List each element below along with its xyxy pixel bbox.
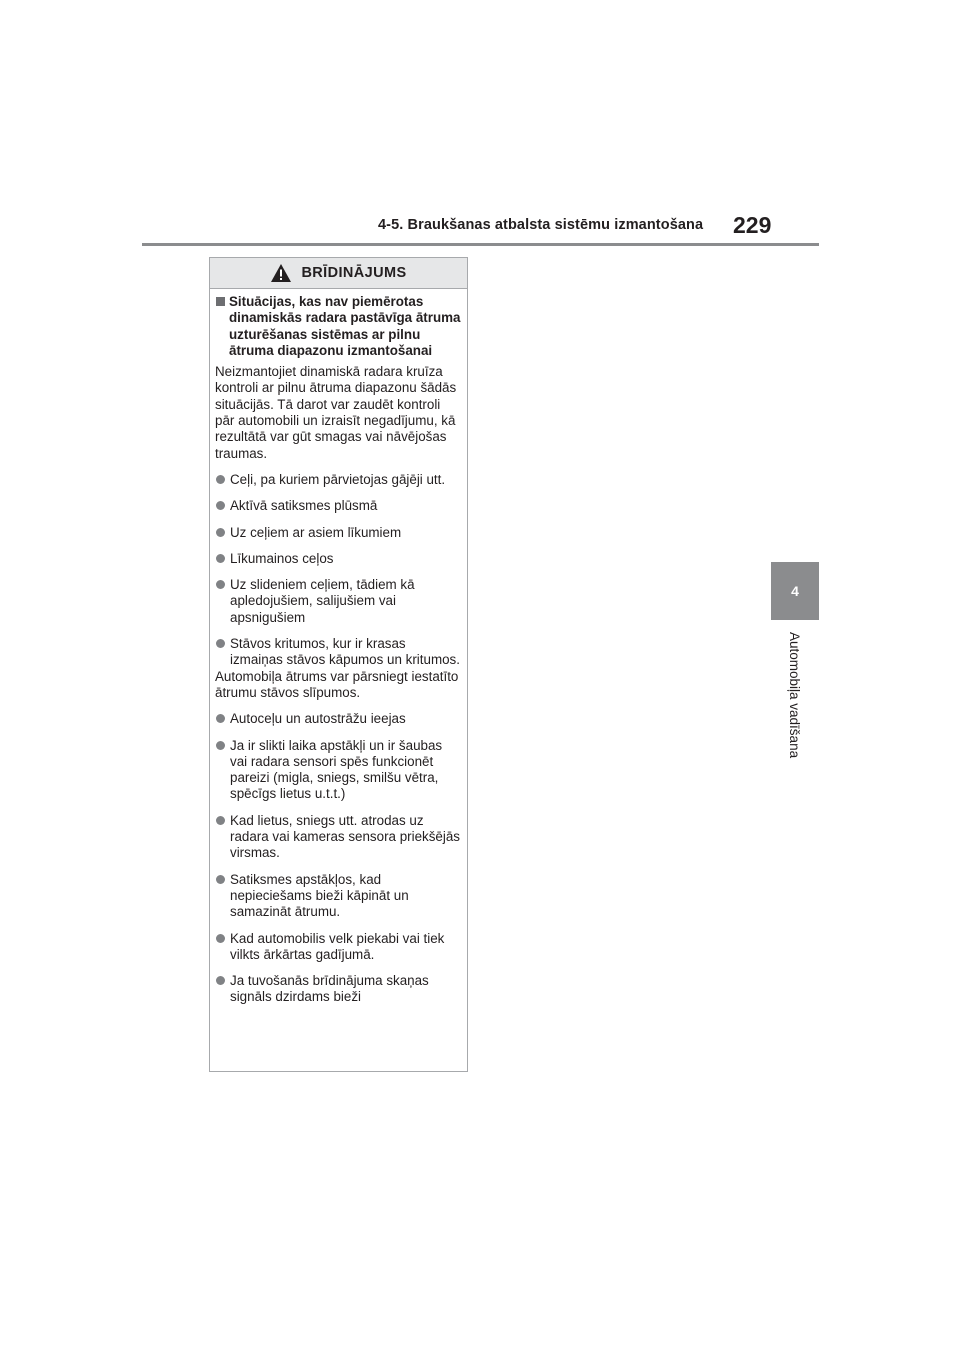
bullet-dot-icon — [216, 934, 225, 943]
bullet-dot-icon — [216, 475, 225, 484]
chapter-number: 4 — [791, 583, 799, 599]
list-item-text: Uz slideniem ceļiem, tādiem kā apledojušiem, salijušiem vai apsnigušiem — [230, 577, 415, 625]
bullet-dot-icon — [216, 580, 225, 589]
chapter-title: Automobiļa vadīšana — [787, 632, 802, 759]
warning-subheading — [215, 294, 461, 359]
bullet-dot-icon — [216, 554, 225, 563]
warning-body — [210, 289, 467, 1006]
warning-header — [210, 258, 467, 289]
bullet-dot-icon — [216, 816, 225, 825]
bullet-dot-icon — [216, 741, 225, 750]
bullet-dot-icon — [216, 639, 225, 648]
list-item-text: Stāvos kritumos, kur ir krasas izmaiņas stāvos kāpumos un kritumos. — [230, 636, 460, 668]
list-item-text: Autoceļu un autostrāžu ieejas — [230, 711, 406, 727]
bullet-dot-icon — [216, 528, 225, 537]
list-item — [215, 973, 461, 1006]
list-item — [215, 738, 461, 803]
subheading-text: Situācijas, kas nav piemērotas dinamiskās radara pastāvīga ātruma uzturēšanas sistēmas ar pilnu ātruma diapazonu izmantošanai — [229, 294, 461, 358]
chapter-tab — [771, 562, 819, 620]
list-item-text: Ceļi, pa kuriem pārvietojas gājēji utt. — [230, 471, 446, 487]
list-item — [215, 577, 461, 626]
list-item — [215, 498, 461, 514]
list-item — [215, 711, 461, 727]
warning-intro: Neizmantojiet dinamiskā radara kruīza kontroli ar pilnu ātruma diapazonu šādās situācijās. Tā darot var zaudēt kontroli pār automobili un izraisīt negadījumu, kā rezultātā var gūt smagas vai nāvējošas traumas. — [215, 364, 457, 461]
square-bullet-icon — [216, 297, 225, 306]
list-item-text: Līkumainos ceļos — [230, 550, 334, 566]
list-item — [215, 551, 461, 567]
list-item — [215, 636, 461, 669]
list-item-text: Uz ceļiem ar asiem līkumiem — [230, 524, 402, 540]
list-item — [215, 813, 461, 862]
header-divider — [142, 243, 819, 246]
section-title: 4-5. Braukšanas atbalsta sistēmu izmantošana — [378, 217, 704, 233]
bullet-dot-icon — [216, 976, 225, 985]
list-item — [215, 931, 461, 964]
warning-triangle-icon — [270, 263, 292, 283]
list-item-text: Ja tuvošanās brīdinājuma skaņas signāls dzirdams bieži — [230, 973, 429, 1005]
page-number: 229 — [733, 212, 772, 238]
bullet-dot-icon — [216, 714, 225, 723]
list-item — [215, 872, 461, 921]
list-item-text: Aktīvā satiksmes plūsmā — [230, 498, 378, 514]
list-item-text: Satiksmes apstākļos, kad nepieciešams bieži kāpināt un samazināt ātrumu. — [230, 871, 409, 920]
list-item-text: Kad lietus, sniegs utt. atrodas uz radara vai kameras sensora priekšējās virsmas. — [230, 812, 460, 861]
list-item-text: Ja ir slikti laika apstākļi un ir šaubas vai radara sensori spēs funkcionēt pareizi (migla, sniegs, smilšu vētra, spēcīgs lietus u.t.t.) — [230, 737, 443, 802]
warning-note: Automobiļa ātrums var pārsniegt iestatīto ātrumu stāvos slīpumos. — [215, 668, 459, 700]
list-item-text: Kad automobilis velk piekabi vai tiek vilkts ārkārtas gadījumā. — [230, 930, 445, 962]
warning-box — [209, 257, 468, 1072]
warning-title: BRĪDINĀJUMS — [301, 265, 407, 281]
list-item — [215, 525, 461, 541]
bullet-dot-icon — [216, 875, 225, 884]
list-item — [215, 472, 461, 488]
bullet-dot-icon — [216, 501, 225, 510]
